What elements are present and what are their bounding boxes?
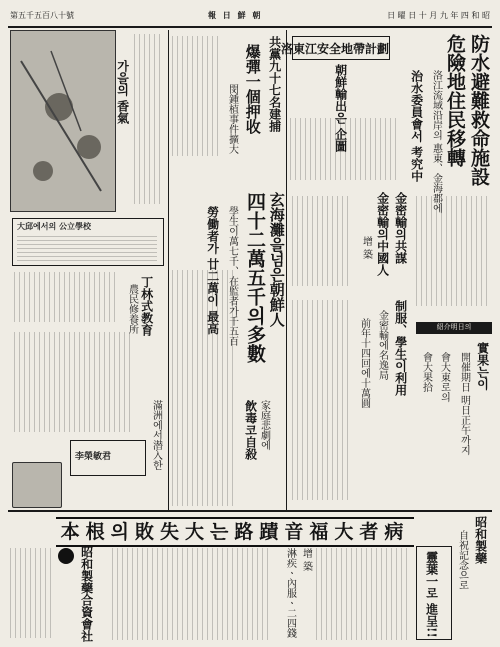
students-subhead: 學生이萬七千、在監者가千五百 — [226, 206, 238, 346]
article-text — [172, 270, 236, 506]
drug-list: 增 築 — [300, 548, 312, 572]
ad-text — [17, 235, 157, 261]
person-name: 李榮敏君 — [75, 452, 112, 462]
gift-offer-text: 靈葉一로 進呈!! — [424, 551, 439, 638]
ad-banner — [56, 517, 414, 547]
poem-title: 가을의 香氣 — [115, 60, 130, 125]
manchuria-subhead: 滿洲에서潜入한 — [150, 400, 162, 470]
plan-headline-box — [280, 36, 390, 60]
issue-date: 日 曜 日 十 月 九 年 四 和 昭 — [387, 11, 490, 20]
notice-header: 紹介明日의 — [416, 322, 492, 334]
suicide-headline: 飲毒코自殺 — [243, 400, 258, 460]
education-headline: 丁林式教育 — [139, 276, 154, 336]
column-rule — [286, 30, 287, 510]
article-text — [14, 272, 118, 322]
uniform-headline: 制服、學生이利用 — [393, 300, 408, 396]
lead-subhead: 洛江流域沿岸의 惠東、金海郡에 — [430, 70, 442, 214]
migrants-count-headline: 四十二萬五千의多數 — [243, 192, 266, 363]
notice-side-label: 會大東로의 — [438, 352, 450, 402]
bomb-headline: 爆彈一個押收 — [243, 44, 262, 134]
chestnut-photo — [10, 30, 116, 212]
company-logo-icon — [58, 548, 74, 564]
article-text — [172, 36, 220, 156]
article-text — [416, 196, 488, 306]
lead-subhead-2: 治水委員會서 考究中 — [409, 70, 424, 183]
lead-headline: 防水避難救命施設 — [467, 34, 490, 186]
book-ad-box — [12, 218, 164, 266]
portrait-caption-box — [70, 440, 146, 476]
article-text — [292, 196, 352, 286]
ad-text — [112, 548, 272, 640]
company-ad-headline: 昭和製藥 — [473, 516, 488, 564]
plan-headline: 劃計帶地全安江東洛 — [280, 42, 389, 56]
ad-text — [316, 548, 408, 640]
issue-number: 第五千五百八十號 — [10, 11, 74, 20]
column-rule — [168, 30, 169, 510]
case-headline: 閔鍾植事件擴大 — [226, 84, 238, 154]
article-text — [14, 332, 134, 432]
anniversary-text: 自祝記念으로 — [456, 530, 468, 590]
smuggling-bureau-headline: 金密輸에名逸局 — [376, 310, 388, 380]
notice-title: 實果는이 — [475, 342, 490, 390]
masthead — [8, 4, 492, 28]
mid-headline: 朝鮮輸出은 企圖 — [333, 64, 348, 153]
ad-text — [10, 548, 54, 638]
lead-headline-2: 危險地住民移轉 — [443, 34, 466, 167]
gold-smuggling-headline-2: 金密輸의中國人 — [375, 192, 390, 276]
article-text — [134, 34, 164, 204]
farmers-school-headline: 農民修養所 — [126, 284, 138, 334]
migrants-headline: 玄海灘을넘은朝鮮人 — [267, 192, 286, 327]
chestnut-illustration — [11, 31, 115, 211]
portrait-photo — [12, 462, 62, 508]
section-rule — [8, 510, 492, 512]
newspaper-title: 報 日 鮮 朝 — [208, 11, 263, 20]
laborers-subhead: 勞働者가 廿二萬이 最高 — [205, 206, 220, 335]
extension-note: 增 築 — [360, 236, 372, 260]
book-ad-title: 大邱에서의 公立學校 — [17, 222, 91, 231]
drug-name-list: 淋疾ㆍ內服ㆍ二四錢 — [284, 548, 296, 638]
company-name: 昭和製藥合資會社 — [79, 546, 94, 642]
gold-smuggling-headline: 金密輸의共謀 — [393, 192, 408, 264]
family-tragedy-subhead: 家庭悲劇에 — [258, 400, 270, 450]
ad-banner-text: 病者大福音蹟路는大失敗의根本 — [60, 521, 410, 543]
notice-subheader: 會大果拾 — [420, 352, 432, 392]
annual-total-headline: 前年十四回에十萬圓 — [358, 318, 370, 408]
gift-offer-box — [416, 546, 452, 640]
article-text — [292, 300, 348, 500]
communist-headline: 共黨九十七名建捕 — [267, 36, 282, 132]
notice-period: 開催期日 明日正午까지 — [458, 352, 470, 456]
